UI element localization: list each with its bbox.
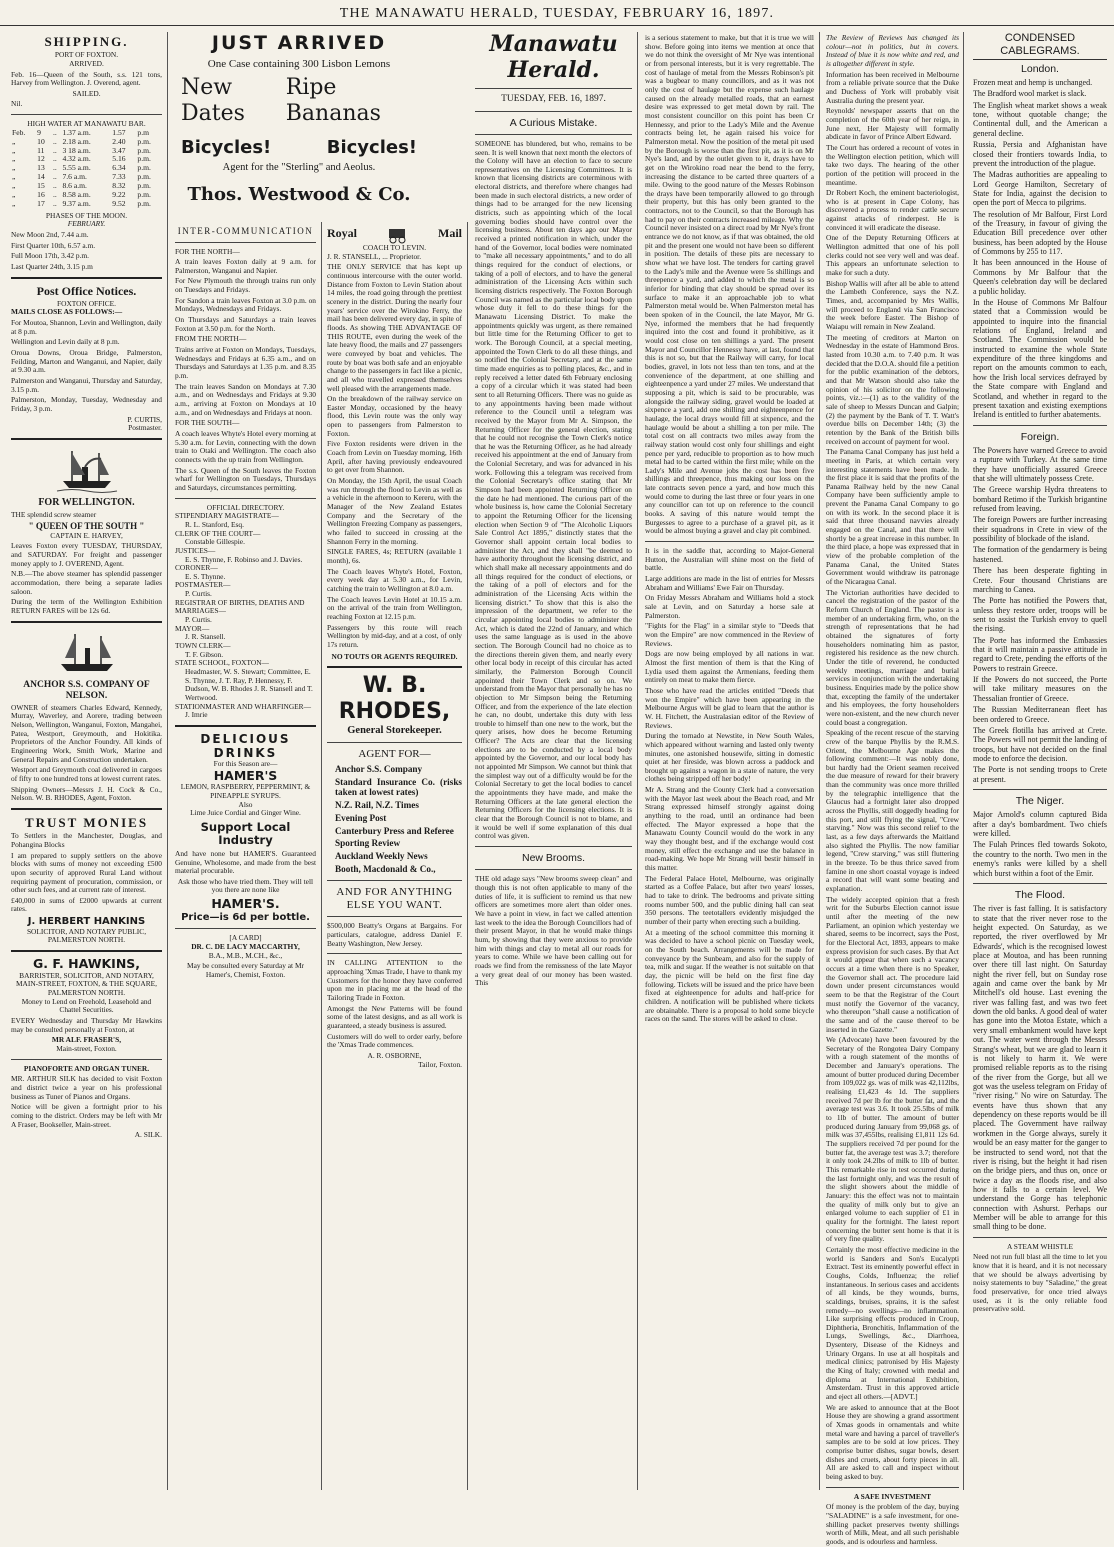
news-paragraph: "Fights for the Flag" in a similar style to "Deeds that won the Empire" are now commenced in the Review of Reviews. <box>645 621 814 648</box>
cable-paragraph: The Bradford wool market is slack. <box>973 89 1087 99</box>
agency-item: Evening Post <box>335 812 387 823</box>
doctor-degrees: B.A., M.B., M.CH., &c., <box>208 950 283 960</box>
directory-holder: P. Curtis. <box>185 589 212 599</box>
anchor-title: ANCHOR S.S. COMPANY OF NELSON. <box>23 679 150 701</box>
cable-paragraph: The English wheat market shows a weak tone, without quotable change; the Continental dull, and the American a general decline. <box>973 100 1107 138</box>
tide-cell: .. <box>52 154 57 164</box>
tide-cell: „ <box>12 163 16 173</box>
tide-cell: 2.18 a.m. <box>62 136 91 146</box>
tide-cell: 12 <box>37 154 45 164</box>
cable-paragraph: It has been announced in the House of Commons by Mr Balfour that the Queen's celebration day will be declared a public holiday. <box>973 258 1107 296</box>
tide-cell: 5.55 a.m. <box>62 163 91 173</box>
mail-line: Oroua Downs, Oroua Bridge, Palmerston, Feilding, Marton and Wanganui, and Napier, daily at 9.30 a.m. <box>11 347 162 375</box>
directory-holder: J. Imrie <box>185 710 208 720</box>
cable-paragraph: In the House of Commons Mr Balfour stated that a Commission would be appointed to inquire into the financial relations of England, Ireland and Scotland. The Commission would be instructed to examine the whole State expenditure of the three kingdoms and report on the amounts common to each, how the Irish local services defrayed by the State compare with England and Scotland, and whether in regard to the present taxation and existing exemptions Ireland is entitled to further abatements. <box>973 297 1107 420</box>
tide-cell: 11 <box>37 145 45 155</box>
agency-item: N.Z. Rail, N.Z. Times <box>335 800 419 811</box>
tide-cell: 14 <box>37 172 45 182</box>
fares: SINGLE FARES, 4s; RETURN (available 1 month), 6s. <box>327 547 462 565</box>
directory-holder: E. S. Thynne. <box>185 571 226 581</box>
niger-news <box>973 810 1107 878</box>
tide-cell: p.m. <box>137 145 151 155</box>
cable-paragraph: The Greek flotilla has arrived at Crete. The Powers will not permit the landing of troops, but have not decided on the final mode to enforce the decision. <box>973 725 1107 763</box>
tide-cell: 13 <box>37 163 45 173</box>
no-touts: NO TOUTS OR AGENTS REQUIRED. <box>331 651 458 661</box>
wellington-title: FOR WELLINGTON. <box>38 496 135 508</box>
cable-paragraph: The Greece warship Hydra threatens to bombard Retimo if the Turkish brigantine refused from leaving. <box>973 485 1107 514</box>
news-paragraph: The Federal Palace Hotel, Melbourne, was originally started as a Coffee Palace, but after two years' losses, had to take to drink. The bedrooms and private sitting rooms number 500, and the public dining hall can seat 350 persons. The teetotallers evidently misjudged the number of their party when erecting such a building. <box>645 873 814 926</box>
continued-body: is a serious statement to make, but that it is true we will show. Before going into items we mention at once that we do not think the oversight of Mr Nye was intentional or from personal interests, but it is very regrettable. The cost of haulage of metal from the Messrs Robinson's pit was a bugbear to many councillors, and as it was not only the cost of haulage but the expense such haulage caused on the already metalled roads, that an earnest desire was expressed to get metal down by rail. The most consistent councillor on this point has been Cr Hennessy, and prior to the Lady's Mile and the Avenue contracts being let, he again raised his voice for Palmerston metal. Now the position of the metal pit used by the Borough is worse than the first pit, as it is on Mr Nye's land, and by the outlet given to it, drays have to get on the Wirokino road near the bend to the ferry, increasing the distance to be carted three quarters of a mile. Owing to the good nature of the Messrs Robinson the drays have been temporarily allowed to go through their property, but this has only been granted to the contractors, not to the Council, so that the Borough has had to pay on their contracts increased mileage. Why the Council never insisted on a direct road by Mr Nye's front entrance we do not know, as if that was obtained, the old pit and the present one would not have been so different in position. The details of these pits are necessary to show what we have lost. The tenders for carting gravel to the Lady's mile and the Avenue were 5s shillings and threepence a yard, and added to which the metal is so inferior for binding that clay should be spread over its surface to make it an approachable job to what Palmerston metal would be. When Palmerston metal has been spoken of in the Council, the late Mayor, Mr G. Nye, informed the members that he had frequently inquired into the cost and found it prohibitive, as it would cost close on ten shillings a yard. The present Mayor and Councillor Hennessy have, at last, found that this is not so, but that the Railway will carry, for local bodies, gravel, in lots not less than ten tons, and at the convenience of the department, at one shilling and eighteenpence a yard under 27 miles. We understand that supposing a pit, which is said to be procurable, was alongside the railway siding, gravel would be loaded at sixpence a yard, add one shilling and eighteenpence for haulage, the local drays would fill at sixpence, and the haulage would be about a shilling a ton per mile. The total cost on all contracts two miles away from the railway station would cost only four shillings and eight pence per yard, reducible to proportion as to how much metal had to be carted within the first mile; while on the Lady's Mile and Avenue jobs the cost has been five shillings and threepence, thus making our loss on the late contracts seven pence a yard, and how much this would come to during the last three or four years in one any councillor can tot up on reference to the council books. A saving of this nature would tempt the Burgesses to agree to a purchase of a gravel pit, as it would be almost buying a gravel and clay pit combined. <box>645 33 814 536</box>
news-paragraph: On Friday Messrs Abraham and Williams hold a stock sale at Levin, and on Saturday a horse sale at Palmerston. <box>645 593 814 620</box>
trust-body: I am prepared to supply settlers on the above blocks with sums of money not exceeding £500 upon security of approved Rural Land without requiring payment of procuration, commission, or other such fees, and at current rate of interest. <box>11 850 162 895</box>
season-line: For this Season are— <box>213 759 278 769</box>
support-title: Support Local Industry <box>200 819 291 848</box>
calling-attention: IN CALLING ATTENTION to the approaching 'Xmas Trade, I have to thank my Customers for the honor they have conferred upon me in placing me at the head of the Tailoring Trade in Foxton. <box>327 958 462 1002</box>
tide-cell: „ <box>12 181 16 191</box>
ripe-bananas: Ripe Bananas <box>285 75 381 126</box>
trust-title: TRUST MONIES <box>24 815 149 831</box>
moon-subtitle: FEBRUARY. <box>67 219 106 229</box>
cable-paragraph: The Porte has notified the Powers that, unless they restore order, troops will be sent to assist the Turkish envoy to quell the rising. <box>973 596 1107 634</box>
niger-title: The Niger. <box>1015 795 1065 808</box>
tide-row <box>11 200 162 209</box>
tide-cell: .. <box>52 181 57 191</box>
arrived-label: ARRIVED. <box>69 58 104 68</box>
news-paragraph: Dr Robert Koch, the eminent bacteriologist, who is at present in Cape Colony, has discovered a process to render cattle secure against attacks of rinderpest. He is convinced it will eradicate the disease. <box>826 188 959 232</box>
brooms-title: New Brooms. <box>521 852 585 865</box>
moon-title: PHASES OF THE MOON. <box>45 210 128 220</box>
tide-cell: Feb. <box>12 127 26 137</box>
westwood-name: Thos. Westwood & Co. <box>187 183 411 205</box>
cable-paragraph: The Fulah Princes fled towards Sokoto, the country to the north. Two men in the enemy's ranks were killed by a shell which burst within a foot of the Emir. <box>973 840 1107 878</box>
news-paragraph: Those who have read the articles entitled "Deeds that won the Empire" which have been appearing in the Melbourne Argus will be glad to learn that the author is W. H. Fitchett, the Australasian editor of the Review of Reviews. <box>645 685 814 730</box>
cable-paragraph: The Porte has informed the Embassies that it will maintain a passive attitude in regard to Crete, pending the efforts of the Powers to restrain Greece. <box>973 635 1107 673</box>
foreign-news <box>973 446 1107 784</box>
north-schedule <box>175 258 316 333</box>
piano-title: PIANOFORTE AND ORGAN TUNER. <box>23 1063 150 1073</box>
piano-notice: Notice will be given a fortnight prior to his coming to the district. Orders may be left with Mr A Fraser, Bookseller, Main-street. <box>11 1102 162 1129</box>
london-title: London. <box>1021 62 1059 75</box>
from-north-schedule <box>175 346 316 417</box>
tide-cell: p.m. <box>137 172 151 182</box>
anchor-ship-icon <box>57 628 117 676</box>
moon-phase: Full Moon 17th, 3.42 p.m. <box>11 251 90 261</box>
hawkins-name: G. F. HAWKINS, <box>32 956 141 972</box>
hamers-title-2: HAMER'S. <box>211 896 280 912</box>
hawkins-sub: BARRISTER, SOLICITOR, AND NOTARY, <box>19 970 154 980</box>
train-note: A coach leaves Whyte's Hotel every morning at 5.30 a.m. for Levin, connecting with the down train to Otaki and Wellington. The coach also connects with the up train from Wellington. <box>175 428 316 464</box>
agency-list <box>335 764 462 875</box>
cable-paragraph: The Russian Mediterranean fleet has been ordered to Greece. <box>973 705 1107 724</box>
news-paragraph: The Court has ordered a recount of votes in the Wellington election petition, which will take two days. The hearing of the other portion of the petition will proceed in the meantime. <box>826 142 959 187</box>
south-schedule <box>175 430 316 493</box>
post-office-name: FOXTON OFFICE. <box>57 298 116 308</box>
moon-phases <box>11 231 162 272</box>
mail-line: Wellington and Levin daily at 8 p.m. <box>11 337 120 347</box>
news-paragraph: Dogs are now being employed by all nations in war. Almost the first mention of them is that the King of Lydia used them against the Armenians, feeding them entirely on meat to make them fierce. <box>645 649 814 685</box>
inter-title: INTER-COMMUNICATION <box>177 226 314 236</box>
coach-body-2: On the breakdown of the railway service on Easter Monday, occasioned by the heavy flood, this Levin route was the only way open to passengers from Palmerston to Foxton. <box>327 394 462 438</box>
postmaster-title: Postmaster. <box>128 423 162 433</box>
sailed-label: SAILED. <box>72 88 101 98</box>
fraser-address: Main-street, Foxton. <box>56 1044 117 1054</box>
bicycles-right: Bicycles! <box>326 136 417 158</box>
tide-cell: 7.33 <box>112 172 126 182</box>
just-arrived: JUST ARRIVED <box>211 32 387 54</box>
train-note: For New Plymouth the through trains run only on Tuesdays and Fridays. <box>175 276 316 295</box>
anchor-text-2: Westport and Greymouth coal delivered in cargoes of fifty to one hundred tons at lowest current rates. <box>11 765 162 784</box>
tide-title: HIGH WATER AT MANAWATU BAR. <box>27 119 146 129</box>
column-continued <box>640 32 820 1490</box>
tide-cell: .. <box>52 198 57 208</box>
tide-cell: 3 18 a.m. <box>62 145 91 155</box>
arrived-text: Feb. 16—Queen of the South, s.s. 121 tons, Harvey from Wellington. J. Overend, agent. <box>11 69 162 88</box>
bicycles-left: Bicycles! <box>181 136 272 158</box>
tide-cell: 15 <box>37 181 45 191</box>
safe-title: A SAFE INVESTMENT <box>853 1491 932 1501</box>
herald-title: Manawatu Herald. <box>489 31 618 83</box>
tide-cell: 9.52 <box>112 198 126 208</box>
london-news <box>973 78 1107 420</box>
calling-2: Amongst the New Patterns will be found some of the latest designs, and as all work is guaranteed, a steady business is assured. <box>327 1003 462 1030</box>
for-north: FOR THE NORTH— <box>175 246 240 256</box>
tide-cell: 9.37 a.m. <box>62 198 91 208</box>
tide-cell: „ <box>12 172 16 182</box>
directory-holder: P. Curtis. <box>185 615 212 625</box>
directory-holder: Headmaster, W. S. Stewart; Committee, E. S. Thynne, J. T. Ray, P. Hennessy, F. Dudson, W. B. Rhodes J. R. Stansell and T. Wertwood. <box>185 667 313 703</box>
osborne-name: A. R. OSBORNE, <box>367 1050 422 1060</box>
news-paragraph: Mr A. Strang and the County Clerk had a conversation with the Mayor last week about the Beach road, and Mr Strang expressed himself strongly against doing anything to the road, until an ordinance had been effected. The Mayor expressed a hope that the Manawatu County Council would do the work in any way they thought best, and if the exchange would cost money, still effect the exchange and use the balance in road-making. We hope Mr Strang will bestir himself in this matter. <box>645 785 814 873</box>
queen-body: Leaves Foxton every TUESDAY, THURSDAY, and SATURDAY. For freight and passenger money apply to J. OVEREND, Agent. <box>11 541 162 568</box>
column-intercommunication <box>170 222 322 1490</box>
hawkins-every: EVERY Wednesday and Thursday Mr Hawkins may be consulted personally at Foxton, at <box>11 1016 162 1034</box>
news-paragraph: Reynolds' newspaper asserts that on the completion of the 60th year of her reign, in June next, Her Majesty will formally abdicate in favor of Prince Albert Edward. <box>826 106 959 142</box>
mail-line: Palmerston and Wanganui, Thursday and Saturday, 3.15 p.m. <box>11 375 162 394</box>
tide-cell: 8.58 a.m. <box>62 189 91 199</box>
tide-cell: 10 <box>37 136 45 146</box>
news-paragraph: One of the Deputy Returning Officers at Wellington admitted that one of his poll clerks could not see very well and was deaf. This appears an unfortunate selection to make for such a duty. <box>826 233 959 278</box>
new-dates: New Dates <box>181 75 245 126</box>
masthead: THE MANAWATU HERALD, TUESDAY, FEBRUARY 16, 1897. <box>0 6 1114 26</box>
cable-paragraph: The Madras authorities are appealing to Lord George Hamilton, Secretary of State for India, against the decision to open the port of Mecca to pilgrims. <box>973 170 1107 208</box>
train-note: A train leaves Foxton daily at 9 a.m. for Palmerston, Wanganui and Napier. <box>175 257 316 275</box>
cable-paragraph: The Porte is not sending troops to Crete at present. <box>973 765 1107 784</box>
price-line: Price—is 6d per bottle. <box>181 911 310 923</box>
cable-paragraph: Major Arnold's column captured Bida after a day's bombardment. Two chiefs were killed. <box>973 810 1107 839</box>
directory-office: TOWN CLERK— <box>175 641 231 651</box>
mail-label: Mail <box>438 226 462 240</box>
directory-office: REGISTRAR OF BIRTHS, DEATHS AND MARRIAGES— <box>175 597 305 616</box>
train-note: The s.s. Queen of the South leaves the Foxton wharf for Wellington on Tuesdays, Thursdays and Saturdays, circumstances permitting. <box>175 465 316 492</box>
directory-office: CLERK OF THE COURT— <box>175 528 261 538</box>
shipping-title: SHIPPING. <box>44 34 129 49</box>
tide-cell: 16 <box>37 189 45 199</box>
cable-title: CONDENSED CABLEGRAMS. <box>973 32 1107 60</box>
news-paragraph: During the tornado at Newstite, in New South Wales, which appeared without warning and lasted only twenty minutes, one astonished housewife, sitting in domestic quiet at her fireside, was blown across a paddock and brought up against a wagon in a state of nature, the very clothes being stripped off her body! <box>645 731 814 784</box>
tide-cell: 8.32 <box>112 181 126 191</box>
tide-cell: „ <box>12 136 16 146</box>
directory-office: STATE SCHOOL, FOXTON— <box>175 658 269 668</box>
news-paragraph: The Panama Canal Company has just held a meeting in Paris, at which certain very interesting statements have been made. In the first place it is said that the profits of the Panama Railway held by the new Canal Company have been sufficiently ample to prevent the Panama Canal Company to go on with its work. In the second place it is said that three thousand navvies already engaged on the Canal, and that there will shortly be a great increase in this number. In the third place, a hope was expressed that in view of the probable completion of the Panama Canal, the United States Government would withdraw its patronage of the Nicaragua Canal. <box>826 447 959 587</box>
news-paragraph: Certainly the most effective medicine in the world is Sanders and Son's Eucalypti Extract. Test its eminently powerful effect in Coughs, Colds, Influenza; the relief instantaneous. In serious cases and accidents of all kinds, be they wounds, burns, scaldings, bruises, sprains, it is the safest remedy—no swellings—no inflammation. Like surprising effects produced in Croup, Diphtheria, Bronchitis, Inflammation of the Lungs, Swellings, &c., Diarrhoea, Dysentery, Disease of the Kidneys and Urinary Organs. In use at all hospitals and medical clinics; patronised by His Majesty the King of Italy; crowned with medal and diploma at International Exhibition, Amsterdam. Trust in this approved article and eject all others.—[ADVT.] <box>826 1244 959 1402</box>
tide-cell: 9.22 <box>112 189 126 199</box>
tide-cell: 1.37 a.m. <box>62 127 91 137</box>
fares-4: Passengers by this route will reach Wellington by mid-day, and at a cost, of only 17s return. <box>327 622 462 649</box>
tide-cell: p.m. <box>137 154 151 164</box>
news-paragraph: Speaking of the recent rescue of the starving crew of the barque Phyllis by the R.M.S. Orient, the Melbourne Age makes the following comment:—It was nobly done, but hardly had the Orient seamen received the due measure of reward for their bravery than the community was once more thrilled by the telegraphic intelligence that the Glaucus had a fortnight later also dropped across the Phyllis, still doggedly heading for this port, and still flying the signal, "Crew starving." Now was this second relief to the last, as a few days afterwards the Maitland also sighted the Phyllis. The now familiar legend, "Crew starving," was still fluttering in the breeze. To be thus thrice saved from famine in one short coastal voyage is indeed a record that will want some beating and explanation. <box>826 728 959 893</box>
news-list <box>826 71 959 1482</box>
news-paragraph: It is in the saddle that, according to Major-General Hutton, the Australian will shine most on the field of battle. <box>645 546 814 573</box>
tide-cell: .. <box>52 163 57 173</box>
doctor-name: DR. C. DE LACY MACCARTHY, <box>191 942 300 952</box>
westwood-ad <box>170 32 428 222</box>
tide-cell: „ <box>12 145 16 155</box>
coach-body: THE ONLY SERVICE that has kept up continuous intercourse with the outer world. Distance from Foxton to Levin Station about 14 miles, the road going through the prettiest scenery in the district. During the nearly four years' service over the Wirokino Ferry, the mail has been delivered every day, in spite of floods. As showing THE ADVANTAGE OF THIS ROUTE, even during the week of the late heavy flood, the mails and 27 passengers were conveyed by boat and vehicles. The route by boat was both safe and an enjoyable change to the passengers in fact like a picnic, and all who travelled expressed themselves well pleased with the arrangements made. <box>327 262 462 393</box>
trust-text: To Settlers in the Manchester, Douglas, and Pohangina Blocks <box>11 831 162 849</box>
also-label: Also <box>238 799 253 809</box>
queen-exhibition: During the term of the Wellington Exhibition RETURN FARES will be 12s 6d. <box>11 597 162 615</box>
brooms-body: THE old adage says "New brooms sweep clean" and though this is not often applicable to many of the duties of life, it is sufficient to remind us that new officers are sometimes more alert than older ones. We have a point in view, in fact we called attention last week to the idea the Borough Councillors had of their present Mayor, in that he would make things hum, by showing that they were anxious to provide him with things and clay to metal all our roads for years to come. While we have been calling out for roads we find from the remissness of the late Mayor a very great deal of our money has been wasted. This <box>475 874 632 988</box>
support-body: And have none but HAMER'S. Guaranteed Genuine, Wholesome, and made from the best material procurable. <box>175 848 316 876</box>
directory-office: STATIONMASTER AND WHARFINGER— <box>175 701 312 711</box>
hawkins-money: Money to Lend on Freehold, Leasehold and Chattel Securities. <box>21 996 152 1015</box>
tide-cell: 5.16 <box>112 154 126 164</box>
train-note: On Thursdays and Saturdays a train leaves Foxton at 3.50 p.m. for the North. <box>175 315 316 333</box>
agent-line: Agent for the "Sterling" and Aeolus. <box>222 161 376 173</box>
directory-title: OFFICIAL DIRECTORY. <box>206 502 285 512</box>
tide-table <box>11 129 162 209</box>
anchor-agents: Shipping Owners—Messrs J. H. Cock & Co., Nelson. W. B. RHODES, Agent, Foxton. <box>11 784 162 803</box>
hawkins-address: MAIN-STREET, FOXTON, & THE SQUARE, PALMERSTON NORTH. <box>15 979 158 998</box>
mistake-body: SOMEONE has blundered, but who, remains to be seen. It is well known that next month the electors of the Colony will have an election to face to secure representatives on the Licensing Committees. It is known that licensing districts are coterminous with electoral districts, and therefore where changes had been made in such electoral districts, a new order of things had to be arranged for the new licensing districts, such as appointing which of the local governing bodies should have control over the licensing business. About ten days ago our Mayor received a printed notification in which, under the hand of the Governor, local bodies were nominated to "make all necessary appointments," and to do all things required for the conduct of elections, or taking of a poll of electors, and to have the general administration of the Licensing Acts within such licensing districts respectively. The Foxton Borough Council was named as the particular local body upon whose duty it fell to do these things for the Manawatu Licensing District. To make the appointments quickly was urgent, as there remained but little time for the Returning Officer to get to work. The Borough Council, at a special meeting, appointed the Town Clerk to do all these things, and so notified the Colonial Secretary, and at the same time made enquiries as to polling places, &c., and in reply received a letter dated 6th February enclosing a copy of a circular which it was stated had been sent to all Returning Officers. There was no guide as to any appointments having been made without reference to the Council until a telegram was received by the Mayor from Mr A. Simpson, the Returning Officer for the general election, stating that he could not recognise the Town Clerk's notice that he was the Returning Officer, as he had already received his appointment at the end of January from the Colonial Secretary, and was for advanced in his work. Following this a telegram was received from the Colonial Secretary's office stating that Mr Simpson had been appointed Returning Officer on the date he had mentioned. The curious part of the whole business is, how came the Colonial Secretary to appoint the Returning Officer for the licensing election when Section 9 of "The Alcoholic Liquors Sale Control Act 1895," distinctly states that the Governor shall appoint certain local bodies to administer the Act, and they shall "be deemed to have authority throughout the licensing district, and which shall make all necessary appointments and do all things required for the conduct of elections, or the taking of a poll of electors and for the administration of the Licensing Acts within the licensing district." To show that this is also the impression of the department, we refer to the circular appointing local bodies to administer the Act, which is dated the 22nd of January, and which uses the same language as is used in the above section. The Borough Council had no choice as to the directions therein given them, and nearly every other local body in receipt of this circular has acted similarly, the Palmerston Borough Council appointed their Town Clerk and so on. We understand from the Mayor that personally he has no objection to Mr Simpson being the Returning Officer, and from the experience of the late election he can, no doubt, undertake this duty with less trouble to himself than one new to the work, but the query arises, how does he become Returning Officer? The Acts are clear that the licensing elections are to be conducted by a local body appointed by the Governor, and our local body has not appointed Mr Simpson. We cannot but think that the simplest way out of a difficulty would be for the Colonial Secretary to get the local bodies to cancel the appointments they have made, and make the Returning Officers at the late general election the Returning Officers for the licensing elections. It is clear that the Borough Council is not to blame, and it would be well if some explanation of this dual control was given. <box>475 138 632 841</box>
tide-cell: .. <box>52 136 57 146</box>
tide-cell: .. <box>52 145 57 155</box>
directory-office: STIPENDIARY MAGISTRATE— <box>175 511 279 521</box>
news-paragraph: Large additions are made in the list of entries for Messrs Abraham and Williams' Ewe Fair on Thursday. <box>645 574 814 592</box>
postmaster-name: P. CURTIS, <box>127 414 162 424</box>
royal-label: Royal <box>327 226 357 240</box>
cable-paragraph: If the Powers do not succeed, the Porte will take military measures on the Thessalian frontier of Greece. <box>973 675 1107 703</box>
flood-body: The river is fast falling. It is satisfactory to state that the river never rose to the height expected. On Saturday, as we reported, the river overflowed by Mr Edwards', which is the recognised lowest place at Moutoa, and has been running over there till last night. On Saturday night the river fell, but on Sunday rose again and came over the bank by Mr Mitchell's old house. Last evening the river was falling fast, and was two feet down the old banks. A good deal of water has gone into the Motoa Estate, which a very small embankment would have kept out. The water went through the Messrs Strang's wheat, but we are glad to learn it is not likely to harm it. We were promised reliable reports as to the rising of the river from the Gorge, but all we got was the useless telegram on Friday of "river rising." No wire on Saturday. The events have thus shown that any dependency on these reports would be ill placed. The Government have railway workmen in the Gorge always, surely it would be an easy matter for the ganger to be instructed to send word, not that the river is rising, but the height it had risen on the bridge piers, and thus on, once or twice a day as the floods rise, and also how it falls to a certain level. We understand the Gorge has telephonic connection with Ashurst. Perhaps our Member will be able to arrange for this small thing to be done. <box>973 904 1107 1232</box>
review-note: The Review of Reviews has changed its colour—not in politics, but in covers. Instead of blue it is now white and red, and is altogether different in style. <box>826 33 959 68</box>
directory-holder: E. S. Thynne, F. Robinso and J. Davies. <box>185 554 303 564</box>
fraser-name: MR ALF. FRASER'S, <box>51 1035 122 1045</box>
tide-cell: 17 <box>37 198 45 208</box>
news-paragraph: We (Advocate) have been favoured by the Secretary of the Rongotea Dairy Company with a rough statement of the months of December and January's operations. The amount of butter produced during December from 109,022 gs. was of milk was 42,112lbs, realising £1,423 4s 1d. The suppliers received 7d per lb for the butter fat, and the average test was 3.6. It took 25.5lbs of milk to 1lb of butter. The amount of butter produced during January from 99,068 gs. of milk was 37,455lbs, realising £1,811 12s 6d. The suppliers received 7d per pound for the butter fat, the average test was 3.7; therefore it only took 24.2lbs of milk to 1lb of butter. This remarkable rise in test occurred during the last fortnight only, and was the result of the slight showers about the middle of January: this the effect was not to maintain the quality of milk only but to give an enlarged volume to each supplier of £1 in quality for the fortnight. The latest report concerning the butter sent home is that it is of very fine quality. <box>826 1035 959 1244</box>
whistle-title: A STEAM WHISTLE <box>1007 1241 1073 1251</box>
tide-cell: 1.57 <box>112 127 126 137</box>
news-paragraph: Bishop Wallis will after all be able to attend the Lambeth Conference, says the N.Z. Times, and, accompanied by Mrs Wallis, will proceed to England via San Francisco the week before Easter. The Bishop of Waiapu will remain in New Zealand. <box>826 278 959 331</box>
agency-item: Standard Insurance Co. (risks taken at lowest rates) <box>335 776 462 798</box>
agency-item: Anchor S.S. Company <box>335 763 423 774</box>
directory-office: JUSTICES— <box>175 545 216 555</box>
piano-body: MR. ARTHUR SILK has decided to visit Foxton and district twice a year on his professional business as Tuner of Pianos and Organs. <box>11 1074 162 1101</box>
moon-phase: Last Quarter 24th, 3.15 p.m <box>11 261 93 271</box>
train-note: For Sandon a train leaves Foxton at 3.0 p.m. on Mondays, Wednesdays and Fridays. <box>175 295 316 314</box>
local-news <box>645 547 814 1024</box>
train-note: The train leaves Sandon on Mondays at 7.30 a.m., and on Wednesdays and Fridays at 9.30 a.m., arriving at Foxton on Mondays at 10 a.m., and on Wednesdays and Fridays at noon. <box>175 381 316 417</box>
safe-body: Of money is the problem of the day, buying "SALADINE" is a safe investment, for one-shilling packet preserves twenty shillings worth of Milk, Meat, and all such perishable goods, and is odourless and harmless. <box>826 1502 959 1546</box>
delicious-title: DELICIOUS DRINKS <box>200 731 291 761</box>
column-coach <box>322 222 468 1490</box>
tide-cell: 6.34 <box>112 163 126 173</box>
tide-cell: .. <box>52 189 57 199</box>
editorial-date: TUESDAY, FEB. 16, 1897. <box>501 94 606 105</box>
hankins-sub: SOLICITOR, AND NOTARY PUBLIC, PALMERSTON NORTH. <box>26 926 147 945</box>
for-south: FOR THE SOUTH— <box>175 418 240 428</box>
trust-body-2: £40,000 in sums of £2000 upwards at current rates. <box>11 895 162 914</box>
from-north: FROM THE NORTH— <box>175 334 247 344</box>
anything-else: AND FOR ANYTHING ELSE YOU WANT. <box>336 885 453 911</box>
cable-paragraph: The Powers have warned Greece to avoid a rupture with Turkey. At the same time they have unofficially assured Greece that she will ultimately possess Crete. <box>973 445 1107 483</box>
news-paragraph: Information has been received in Melbourne from a reliable private source that the Duke and Duchess of York will probably visit Australia during the present year. <box>826 69 959 105</box>
tide-cell: 4.32 a.m. <box>62 154 91 164</box>
tide-cell: 3.47 <box>112 145 126 155</box>
sailed-text: Nil. <box>11 99 23 109</box>
proprietor: J. R. STANSELL, ... Proprietor. <box>327 251 422 261</box>
train-note: Trains arrive at Foxton on Mondays, Tuesdays, Wednesdays and Fridays at 6.35 a.m., and on Thursdays and Saturdays at 1.35 p.m. and 8.35 p.m. <box>175 345 316 381</box>
silk-sign: A. SILK. <box>134 1130 162 1140</box>
agency-item: Auckland Weekly News <box>335 851 428 862</box>
official-directory <box>175 512 316 720</box>
fares-3: The Coach leaves Levin Hotel at 10.15 a.m. on the arrival of the train from Wellington, reaching Foxton at 12.15 p.m. <box>327 594 462 621</box>
ask-line: Ask those who have tried them. They will tell you there are none like <box>177 876 314 895</box>
coach-to: COACH TO LEVIN. <box>362 243 427 252</box>
post-office-title: Post Office Notices. <box>36 283 137 298</box>
coach-icon <box>387 226 409 244</box>
news-paragraph: The meeting of creditors at Marton on Wednesday in the estate of Hammond Bros. lasted from 10.30 a.m. to 7.40 p.m. It was decided that the D.O.A. should file a petition for the public examination of the debtors, and that Mr Watson should also take the opinion of his solicitor on the following points, viz.:—(1) as to the validity of the sale of sheep to Messrs Duncan and Galpin; (2) the payment by the Bank of T. T. Watt's overdue bills on December 14th; (3) the retention by the Bank of the British bills received on account of payment for wool. <box>826 332 959 446</box>
hamers-title: HAMER'S <box>213 767 278 783</box>
coach-body-4: On Monday, the 15th April, the usual Coach was run through the flood to Levin as well as a vehicle in the afternoon to Kereru, with the Manager of the New Zealand Estates Company and the Secretary of the Wellington Freezing Company as passengers, who failed to succeed in crossing at the Shannon Ferry in the morning. <box>327 476 462 546</box>
steamship-icon <box>57 445 117 493</box>
column-cablegrams <box>970 32 1110 1490</box>
tide-cell: „ <box>12 198 16 208</box>
column-shipping <box>6 32 168 1490</box>
storekeeper: General Storekeeper. <box>347 724 442 736</box>
directory-office: POSTMASTER— <box>175 580 231 590</box>
queen-captain: CAPTAIN E. HARVEY, <box>50 530 123 540</box>
cable-paragraph: The resolution of Mr Balfour, First Lord of the Treasury, in favour of giving the Education Bill precedence over other business, has been adopted by the House of Commons by 255 to 117. <box>973 209 1107 257</box>
foreign-title: Foreign. <box>1020 430 1060 443</box>
column-news <box>822 32 964 1546</box>
directory-holder: T. F. Gibson. <box>185 649 224 659</box>
agent-for: AGENT FOR— <box>358 747 431 760</box>
mistake-title: A Curious Mistake. <box>509 116 598 129</box>
tide-cell: 9 <box>37 127 41 137</box>
tide-cell: „ <box>12 154 16 164</box>
column-editorial <box>470 32 638 1490</box>
lemons: One Case containing 300 Lisbon Lemons <box>207 58 391 71</box>
cable-paragraph: The foreign Powers are further increasing their squadrons in Crete in view of the possibility of blockade of the island. <box>973 515 1107 544</box>
agency-item: Sporting Review <box>335 838 401 849</box>
card-label: [A CARD] <box>229 933 262 943</box>
tide-cell: p.m. <box>137 189 151 199</box>
news-paragraph: The Victorian authorities have decided to cancel the registration of the pastor of the Reform Church of England. The pastor is a member of an undertaking firm, who, on the strength of representations that he had obtained the signatures of forty householders nominating him as pastor, registered his residence as the new church. Under the title of reverend, he conducted weekly meetings, marriage and burial services in conjunction with the undertaking business. Enquiries made by the police show that, excepting the family of the undertaker and his employees, the forty householders were non-existent, and the new church never could boast a congregation. <box>826 587 959 727</box>
queen-intro: THE splendid screw steamer <box>11 509 97 519</box>
tide-cell: 8.6 a.m. <box>62 181 87 191</box>
fares-2: The Coach leaves Whyte's Hotel, Foxton, every week day at 5.30 a.m., for Levin, catching the train to Wellington at 8.0 a.m. <box>327 566 462 593</box>
tide-cell: p.m <box>137 127 150 137</box>
anchor-text: OWNER of steamers Charles Edward, Kennedy, Murray, Waverley, and Aorere, trading between Nelson, Wellington, Wanganui, Foxton, Mangahei, Patea, Westport, Greymouth, and Hokitika. Proprietors of the Anchor Foundry. All kinds of Engineering Work, Smith Work, Marine and General Repairs and Construction undertaken. <box>11 702 162 764</box>
flood-title: The Flood. <box>1014 888 1066 901</box>
tide-cell: 7.6 a.m. <box>62 172 87 182</box>
directory-office: MAYOR— <box>175 623 210 633</box>
doctor-body: May be consulted every Saturday at Mr Hamer's, Chemist, Foxton. <box>187 961 304 980</box>
port-label: PORT OF FOXTON. <box>54 50 119 60</box>
moon-phase: First Quarter 10th, 6.57 a.m. <box>11 240 96 250</box>
also-list: Lime Juice Cordial and Ginger Wine. <box>190 808 301 818</box>
coach-body-3: Five Foxton residents were driven in the Coach from Levin on Tuesday morning, 16th April, after having previously endeavoured to get over from Shannon. <box>327 439 462 475</box>
tide-cell: .. <box>52 172 57 182</box>
mail-schedule <box>11 319 162 414</box>
tide-cell: p.m. <box>137 181 151 191</box>
tide-cell: p.m. <box>137 136 151 146</box>
directory-office: CORONER— <box>175 563 218 573</box>
mail-line: Palmerston, Monday, Tuesday, Wednesday and Friday, 3 p.m. <box>11 395 162 413</box>
cable-paragraph: Russia, Persia and Afghanistan have closed their frontiers towards India, to prevent the introduction of the plague. <box>973 140 1107 168</box>
mail-line: For Moutoa, Shannon, Levin and Wellington, daily at 8 p.m. <box>11 317 162 336</box>
osborne-sub: Tailor, Foxton. <box>418 1059 462 1069</box>
news-paragraph: We are asked to announce that at the Boot House they are showing a grand assortment of Xmas goods in ornamentals and white metal ware and having a parcel of traveller's samples are to be sold at low prices. They comprise butter dishes, sugar bowls, desert dishes and cruets, about forty pieces in all. All are asked to call and inspect without being asked to buy. <box>826 1402 959 1481</box>
tide-cell: .. <box>52 127 57 137</box>
agency-item: Booth, Macdonald & Co., <box>335 863 436 874</box>
tide-cell: p.m. <box>137 198 151 208</box>
cable-paragraph: The formation of the gendarmery is being hastened. <box>973 545 1107 564</box>
cable-paragraph: Frozen meat and hemp is unchanged. <box>973 78 1093 87</box>
whistle-body: Need not run full blast all the time to let you know that it is heard, and it is not necessary that we should be always advertising by noisy statements to buy "Saladine," the great food preservative, for once tried always used, as it is the only reliable food preservative sold. <box>973 1252 1107 1314</box>
hankins-name: J. HERBERT HANKINS <box>27 916 146 928</box>
directory-holder: Constable Gillespie. <box>185 537 245 547</box>
queen-nb: N.B.—The above steamer has splendid passenger accommodation, there being a separate ladies saloon. <box>11 569 162 596</box>
agency-item: Canterbury Press and Referee <box>335 825 454 836</box>
moon-phase: New Moon 2nd, 7.44 a.m. <box>11 229 89 239</box>
directory-holder: R. L. Stanford, Esq. <box>185 519 244 529</box>
organs-ad: $500,000 Beatty's Organs at Bargains. For particulars, catalogue, address Daniel F. Beatty Washington, New Jersey. <box>327 921 462 948</box>
cable-paragraph: There has been desperate fighting in Crete. Four thousand Christians are marching to Canea. <box>973 566 1107 594</box>
queen-name: " QUEEN OF THE SOUTH " <box>28 521 145 532</box>
tide-cell: „ <box>12 189 16 199</box>
rhodes-name: W. B. RHODES, <box>338 673 451 724</box>
mails-header: MAILS CLOSE AS FOLLOWS:— <box>11 307 123 317</box>
tide-cell: 2.40 <box>112 136 126 146</box>
hamers-list: LEMON, RASPBERRY, PEPPERMINT, & PINEAPPLE SYRUPS. <box>180 782 311 800</box>
directory-holder: J. R. Stansell. <box>185 632 226 642</box>
news-paragraph: The widely accepted opinion that a fresh writ for the Suburbs Election cannot issue until after the meeting of the new Parliament, an opinion which yesterday we shared, seems to be incorrect, says the Post, for the Electoral Act, 1893, appears to make express provision for such cases. By that Act it would appear that when such a vacancy occurs at a time when there is no Speaker, the Governor shall act. The procedure laid down under present circumstances would seem to be that the Registrar of the Court must notify the Governor of the vacancy, who thereupon "shall cause a notification of the same and of the cause thereof to be inserted in the Gazette." <box>826 894 959 1034</box>
tide-cell: p.m. <box>137 163 151 173</box>
calling-3: Customers will do well to order early, before the 'Xmas Trade commences. <box>327 1031 462 1050</box>
column-cables <box>822 32 1110 1546</box>
news-paragraph: At a meeting of the school committee this morning it was decided to have a school picnic on Tuesday week, on the South beach. Arrangements will be made for conveyance by the Sunbeam, and also for the supply of tea, milk and sugar. If the weather is not suitable on that day, the picnic will be held on the first fine day following. Tickets will be issued and the price have been fixed at eighteenpence for adults and half-price for children. A notification will be published where tickets are obtainable. There is a proposal to hold some bicycle races on the sand. The stores will be asked to close. <box>645 927 814 1024</box>
